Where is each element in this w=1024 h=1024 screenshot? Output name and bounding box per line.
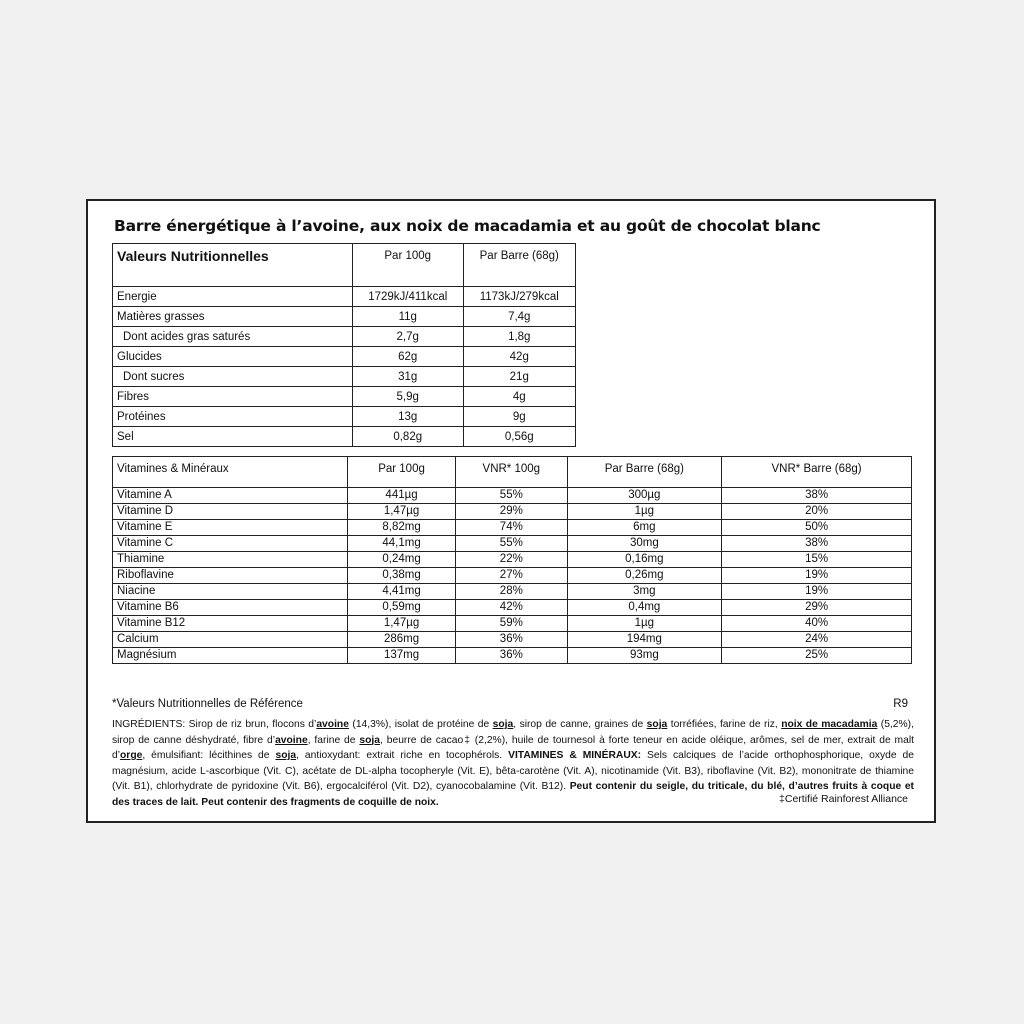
vitamin-vnr100g: 42% [456, 600, 567, 616]
table-row [113, 536, 912, 552]
vitamin-per100g: 4,41mg [347, 584, 455, 600]
vitamins-header-vnrbar: VNR* Barre (68g) [722, 457, 912, 488]
vitamin-perbar: 194mg [567, 632, 722, 648]
allergen-text: soja [275, 750, 297, 761]
ingredients-segment: INGRÉDIENTS: Sirop de riz brun, flocons d’ [112, 719, 317, 730]
vitamin-vnrbar: 24% [722, 632, 912, 648]
table-row [113, 287, 576, 307]
nutrient-per100g: 31g [352, 367, 463, 387]
vitamin-vnr100g: 74% [456, 520, 567, 536]
vitamin-perbar: 300µg [567, 488, 722, 504]
nutrient-perbar: 1173kJ/279kcal [463, 287, 575, 307]
vitamin-perbar: 0,16mg [567, 552, 722, 568]
nutrition-table [112, 243, 576, 447]
nutrient-name: Glucides [113, 347, 353, 367]
table-row [113, 504, 912, 520]
vitamin-name: Magnésium [113, 648, 348, 664]
vitamin-vnrbar: 38% [722, 488, 912, 504]
vitamin-name: Riboflavine [113, 568, 348, 584]
vitamins-table [112, 456, 912, 664]
vitamins-header-row [113, 457, 912, 488]
vitamin-perbar: 6mg [567, 520, 722, 536]
vitamin-name: Niacine [113, 584, 348, 600]
nutrient-name: Matières grasses [113, 307, 353, 327]
vnr-footnote: *Valeurs Nutritionnelles de Référence [112, 698, 303, 710]
vitamin-name: Thiamine [113, 552, 348, 568]
vitamin-per100g: 44,1mg [347, 536, 455, 552]
vitamin-perbar: 1µg [567, 504, 722, 520]
table-row [113, 347, 576, 367]
vitamin-vnr100g: 27% [456, 568, 567, 584]
table-row [113, 367, 576, 387]
ingredients-segment: , antioxydant: extrait riche en tocophérols. [296, 750, 509, 761]
vitamin-vnrbar: 15% [722, 552, 912, 568]
vitamin-per100g: 441µg [347, 488, 455, 504]
vitamin-per100g: 8,82mg [347, 520, 455, 536]
nutrient-perbar: 9g [463, 407, 575, 427]
vitamin-vnrbar: 50% [722, 520, 912, 536]
nutrition-header-per100g: Par 100g [352, 244, 463, 287]
nutrition-header-label: Valeurs Nutritionnelles [113, 244, 353, 287]
vitamin-per100g: 1,47µg [347, 616, 455, 632]
vitamin-perbar: 0,26mg [567, 568, 722, 584]
vitamins-header-perbar: Par Barre (68g) [567, 457, 722, 488]
allergen-text: soja [359, 734, 380, 746]
vitamin-per100g: 0,24mg [347, 552, 455, 568]
table-row [113, 407, 576, 427]
vitamin-vnr100g: 36% [456, 648, 567, 664]
table-row [113, 616, 912, 632]
nutrient-per100g: 5,9g [352, 387, 463, 407]
table-row [113, 584, 912, 600]
ingredients-segment: torréfiées, farine de riz, [667, 719, 782, 730]
vitamin-perbar: 3mg [567, 584, 722, 600]
table-row [113, 307, 576, 327]
ingredients-segment: , émulsifiant: lécithines de [142, 750, 276, 761]
vitamin-vnrbar: 20% [722, 504, 912, 520]
certification-note: ‡Certifié Rainforest Alliance [779, 793, 908, 805]
allergen-text: avoine [275, 734, 308, 746]
allergen-text: noix de macadamia [781, 719, 878, 730]
vitamin-perbar: 93mg [567, 648, 722, 664]
vitamins-header-vnr100g: VNR* 100g [456, 457, 567, 488]
vitamins-minerals-heading: VITAMINES & MINÉRAUX: [508, 750, 642, 761]
vitamin-per100g: 1,47µg [347, 504, 455, 520]
vitamins-header-per100g: Par 100g [347, 457, 455, 488]
table-row [113, 648, 912, 664]
vitamin-per100g: 137mg [347, 648, 455, 664]
table-row [113, 427, 576, 447]
nutrition-header-row [113, 244, 576, 287]
vitamin-name: Vitamine D [113, 504, 348, 520]
vitamin-vnrbar: 40% [722, 616, 912, 632]
product-code: R9 [893, 698, 908, 710]
vitamin-vnr100g: 55% [456, 536, 567, 552]
vitamin-per100g: 0,59mg [347, 600, 455, 616]
allergy-warning: Peut contenir du seigle, du triticale, du blé, d’autres fruits à coque et des traces de lait. Peut contenir des fragments de coquille de noix. [112, 781, 914, 808]
vitamin-vnrbar: 19% [722, 584, 912, 600]
vitamin-vnr100g: 59% [456, 616, 567, 632]
nutrient-per100g: 13g [352, 407, 463, 427]
nutrient-perbar: 7,4g [463, 307, 575, 327]
allergen-text: orge [120, 750, 143, 761]
ingredients-segment: , farine de [307, 734, 360, 746]
vitamin-vnrbar: 29% [722, 600, 912, 616]
vitamin-vnrbar: 38% [722, 536, 912, 552]
vitamin-name: Vitamine A [113, 488, 348, 504]
nutrient-name: Energie [113, 287, 353, 307]
table-row [113, 600, 912, 616]
allergen-text: avoine [316, 719, 349, 730]
table-row [113, 552, 912, 568]
table-row [113, 520, 912, 536]
ingredients-segment: (5,2%), sirop de canne déshydraté, fibre d’ [112, 719, 914, 746]
vitamin-vnr100g: 36% [456, 632, 567, 648]
allergen-text: soja [492, 719, 514, 730]
table-row [113, 488, 912, 504]
nutrition-header-perbar: Par Barre (68g) [463, 244, 575, 287]
vitamin-vnr100g: 28% [456, 584, 567, 600]
ingredients-segment: , sirop de canne, graines de [513, 719, 647, 730]
table-row [113, 568, 912, 584]
nutrition-label [86, 199, 936, 823]
vitamin-vnr100g: 29% [456, 504, 567, 520]
vitamin-name: Vitamine C [113, 536, 348, 552]
vitamin-per100g: 286mg [347, 632, 455, 648]
ingredients-segment: Sels calciques de l’acide orthophosphorique, oxyde de magnésium, acide L-ascorbique (Vit. C), acétate de DL-alpha tocopheryle (Vit. E), bêta-carotène (Vit. A), nicotinamide (Vit. B3), riboflavine (Vit. B2), mononitrate de thiamine (Vit. B1), chlorhydrate de pyridoxine (Vit. B6), ergocalciférol (Vit. D2), cyanocobalamine (Vit. B12). [112, 750, 914, 792]
nutrient-per100g: 0,82g [352, 427, 463, 447]
vitamin-vnrbar: 19% [722, 568, 912, 584]
table-row [113, 632, 912, 648]
vitamin-per100g: 0,38mg [347, 568, 455, 584]
nutrient-per100g: 1729kJ/411kcal [352, 287, 463, 307]
nutrient-perbar: 21g [463, 367, 575, 387]
ingredients-segment: (14,3%), isolat de protéine de [348, 719, 493, 730]
ingredients-segment: , beurre de cacao‡ (2,2%), huile de tournesol à forte teneur en acide oléique, arômes, sel de mer, extrait de malt d’ [112, 734, 915, 761]
vitamin-vnrbar: 25% [722, 648, 912, 664]
nutrient-name: Dont acides gras saturés [113, 327, 353, 347]
nutrient-name: Dont sucres [113, 367, 353, 387]
nutrient-per100g: 62g [352, 347, 463, 367]
nutrient-per100g: 11g [352, 307, 463, 327]
product-title: Barre énergétique à l’avoine, aux noix de macadamia et au goût de chocolat blanc [114, 217, 821, 235]
nutrient-name: Sel [113, 427, 353, 447]
vitamin-name: Calcium [113, 632, 348, 648]
nutrient-name: Protéines [113, 407, 353, 427]
nutrient-per100g: 2,7g [352, 327, 463, 347]
allergen-text: soja [646, 719, 668, 730]
nutrient-perbar: 0,56g [463, 427, 575, 447]
table-row [113, 387, 576, 407]
nutrient-name: Fibres [113, 387, 353, 407]
table-row [113, 327, 576, 347]
vitamin-name: Vitamine B12 [113, 616, 348, 632]
vitamin-perbar: 0,4mg [567, 600, 722, 616]
vitamin-name: Vitamine B6 [113, 600, 348, 616]
vitamin-name: Vitamine E [113, 520, 348, 536]
vitamin-vnr100g: 22% [456, 552, 567, 568]
nutrient-perbar: 42g [463, 347, 575, 367]
vitamin-vnr100g: 55% [456, 488, 567, 504]
vitamin-perbar: 1µg [567, 616, 722, 632]
nutrient-perbar: 1,8g [463, 327, 575, 347]
vitamin-perbar: 30mg [567, 536, 722, 552]
nutrient-perbar: 4g [463, 387, 575, 407]
vitamins-header-label: Vitamines & Minéraux [113, 457, 348, 488]
